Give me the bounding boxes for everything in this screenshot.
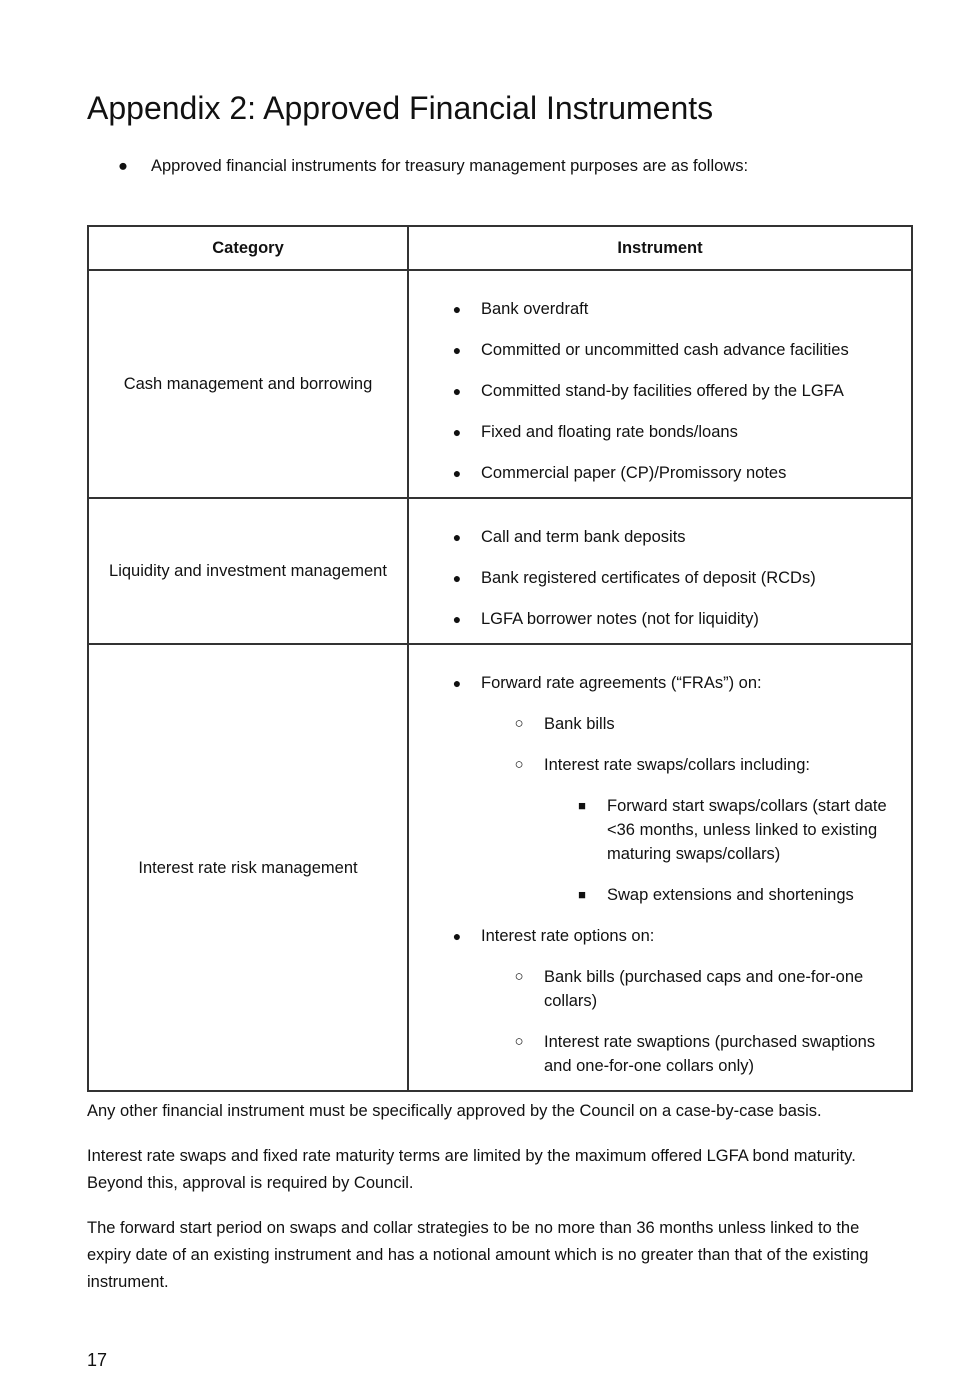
list-item	[409, 671, 901, 695]
list-item	[409, 566, 901, 590]
list-item	[409, 297, 901, 321]
list-item	[409, 883, 901, 907]
instrument-cell	[408, 270, 912, 498]
square-bullet-marker: ■	[578, 798, 586, 813]
category-cell: Interest rate risk management	[88, 644, 408, 1091]
bullet-marker: ●	[452, 301, 462, 317]
list-item-text: Call and term bank deposits	[481, 528, 686, 546]
bullet-marker: ●	[452, 465, 462, 481]
table-row	[88, 498, 912, 644]
circle-bullet-marker: ○	[514, 968, 524, 985]
list-item	[409, 794, 901, 866]
instruments-table	[87, 225, 913, 1092]
bullet-marker: ●	[452, 611, 462, 627]
bullet-marker: ●	[118, 157, 128, 175]
list-item-text: Bank bills (purchased caps and one-for-one collars)	[544, 968, 864, 1010]
table-row	[88, 270, 912, 498]
bullet-marker: ●	[452, 424, 462, 440]
category-cell: Cash management and borrowing	[88, 270, 408, 498]
circle-bullet-marker: ○	[514, 756, 524, 773]
list-item	[409, 1030, 901, 1078]
list-item	[409, 607, 901, 631]
body-paragraph: Interest rate swaps and fixed rate maturity terms are limited by the maximum offered LGFA bond maturity. Beyond this, approval is required by Council.	[87, 1147, 856, 1192]
list-item	[409, 712, 901, 736]
instrument-list	[409, 271, 911, 497]
list-item	[409, 924, 901, 948]
list-item-text: Commercial paper (CP)/Promissory notes	[481, 464, 787, 482]
list-item-text: Bank bills	[544, 715, 615, 733]
circle-bullet-marker: ○	[514, 1033, 524, 1050]
intro-text: Approved financial instruments for treasury management purposes are as follows:	[151, 157, 749, 175]
column-header-category: Category	[88, 226, 408, 270]
list-item-text: Committed stand-by facilities offered by the LGFA	[481, 382, 844, 400]
list-item	[409, 965, 901, 1013]
table-header-row	[88, 226, 912, 270]
page-title: Appendix 2: Approved Financial Instruments	[87, 90, 714, 126]
list-item-text: Bank overdraft	[481, 300, 589, 318]
list-item	[409, 420, 901, 444]
list-item-text: Fixed and floating rate bonds/loans	[481, 423, 738, 441]
instrument-cell	[408, 644, 912, 1091]
bullet-marker: ●	[452, 675, 462, 691]
bullet-marker: ●	[452, 928, 462, 944]
body-paragraph: The forward start period on swaps and collar strategies to be no more than 36 months unless linked to the expiry date of an existing instrument and has a notional amount which is no greater than that of the existing instrument.	[87, 1219, 869, 1291]
list-item	[409, 379, 901, 403]
list-item-text: Forward rate agreements (“FRAs”) on:	[481, 674, 762, 692]
list-item-text: LGFA borrower notes (not for liquidity)	[481, 610, 759, 628]
list-item	[409, 525, 901, 549]
instrument-cell	[408, 498, 912, 644]
bullet-marker: ●	[452, 529, 462, 545]
square-bullet-marker: ■	[578, 887, 586, 902]
bullet-marker: ●	[452, 570, 462, 586]
instrument-list	[409, 499, 911, 643]
list-item	[409, 338, 901, 362]
list-item-text: Interest rate options on:	[481, 927, 655, 945]
table-row	[88, 644, 912, 1091]
page-number: 17	[87, 1350, 108, 1370]
list-item-text: Bank registered certificates of deposit (RCDs)	[481, 569, 816, 587]
list-item	[409, 753, 901, 777]
category-cell: Liquidity and investment management	[88, 498, 408, 644]
instrument-list	[409, 645, 911, 1090]
list-item-text: Committed or uncommitted cash advance facilities	[481, 341, 849, 359]
list-item	[409, 461, 901, 485]
list-item-text: Forward start swaps/collars (start date <36 months, unless linked to existing maturing swaps/collars)	[607, 797, 887, 863]
bullet-marker: ●	[452, 342, 462, 358]
circle-bullet-marker: ○	[514, 715, 524, 732]
list-item-text: Interest rate swaps/collars including:	[544, 756, 810, 774]
column-header-instrument: Instrument	[408, 226, 912, 270]
bullet-marker: ●	[452, 383, 462, 399]
body-paragraph: Any other financial instrument must be specifically approved by the Council on a case-by-case basis.	[87, 1102, 822, 1120]
list-item-text: Interest rate swaptions (purchased swaptions and one-for-one collars only)	[544, 1033, 876, 1075]
list-item-text: Swap extensions and shortenings	[607, 886, 854, 904]
